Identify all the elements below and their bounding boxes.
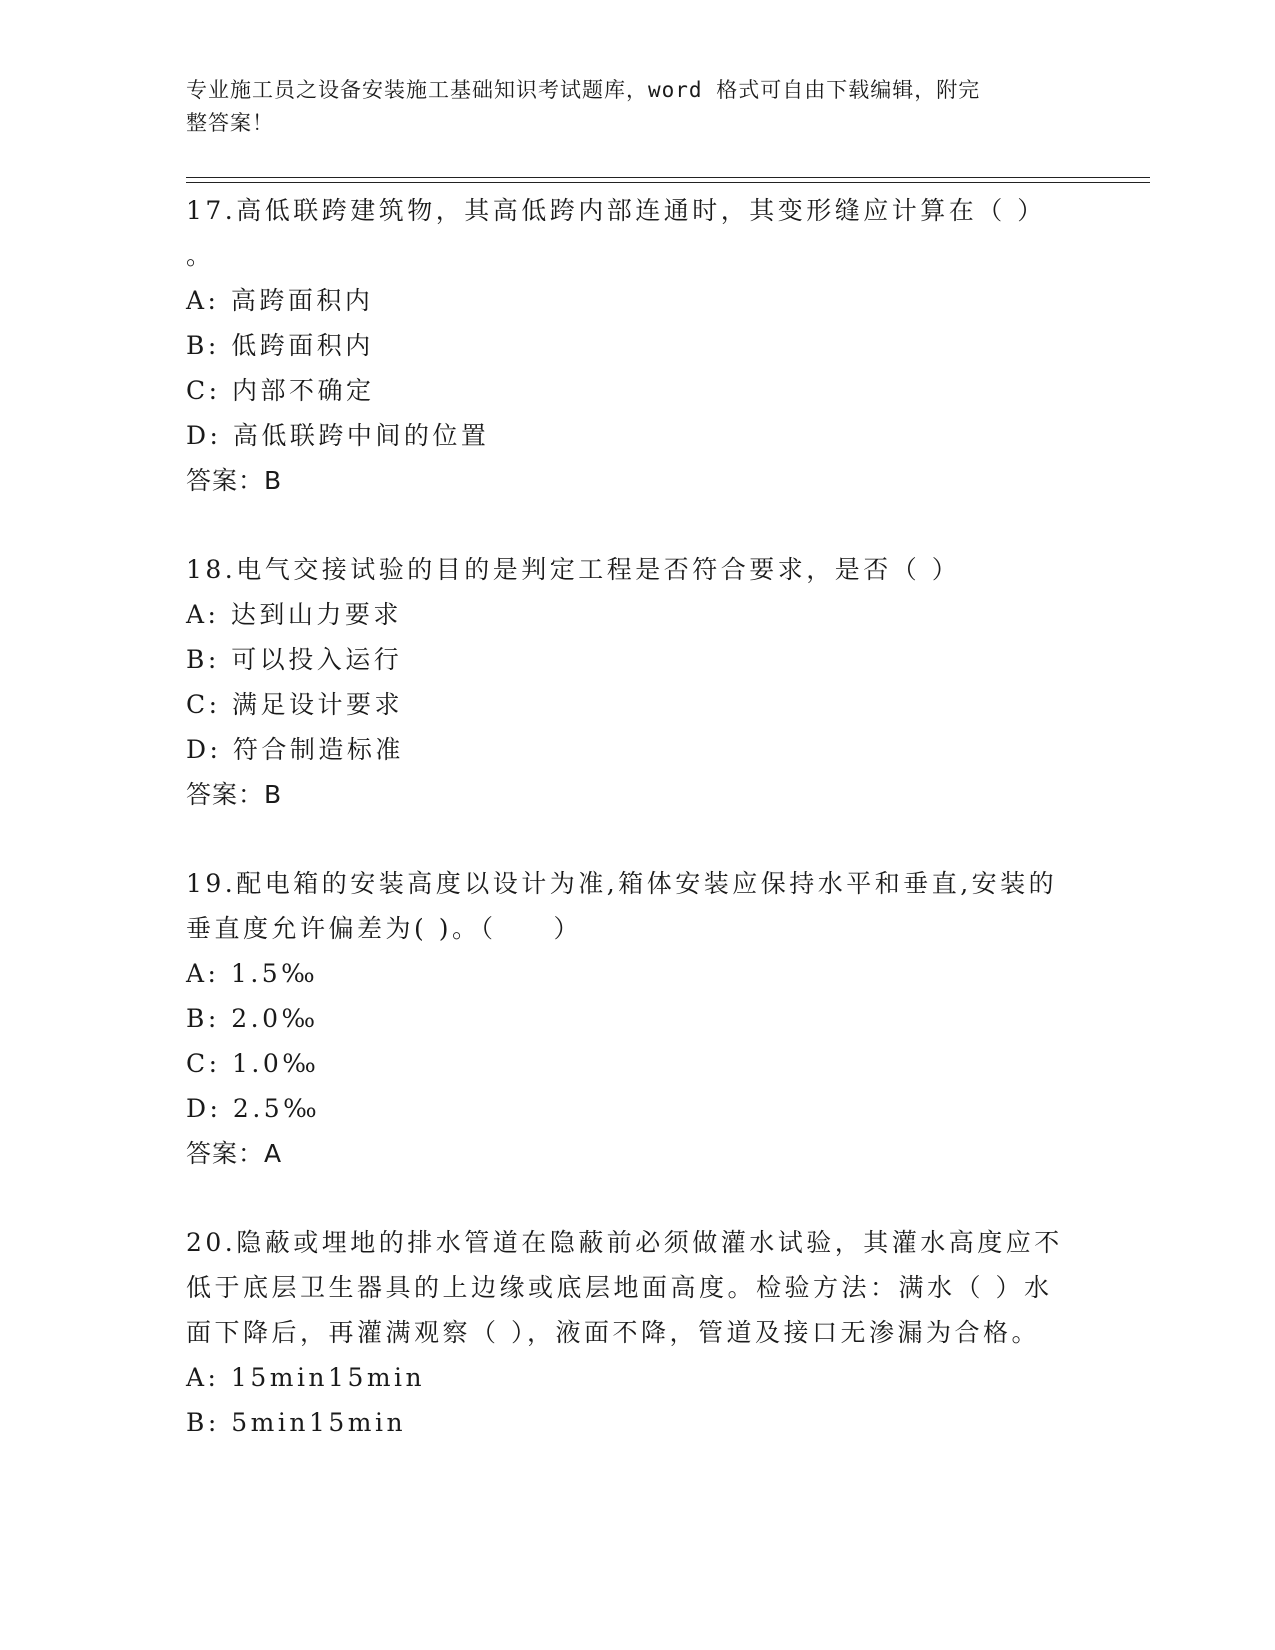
question-20 [186, 1220, 1066, 1445]
document-header [186, 74, 1066, 140]
option-b: B: 低跨面积内 [186, 331, 374, 360]
answer: 答案：B [186, 466, 283, 495]
question-list [186, 188, 1066, 1445]
option-c: C: 内部不确定 [186, 376, 375, 405]
header-divider-bottom [186, 182, 1150, 183]
option-a: A: 高跨面积内 [186, 286, 374, 315]
question-stem: 19.配电箱的安装高度以设计为准,箱体安装应保持水平和垂直,安装的 [186, 869, 1058, 898]
option-b: B: 2.0‰ [186, 1004, 319, 1033]
question-stem-continuation: 低于底层卫生器具的上边缘或底层地面高度。检验方法：满水（ ）水 [186, 1273, 1053, 1302]
option-a: A: 达到山力要求 [186, 600, 402, 629]
option-c: C: 1.0‰ [186, 1049, 320, 1078]
option-d: D: 符合制造标准 [186, 735, 404, 764]
option-b: B: 5min15min [186, 1408, 407, 1437]
question-stem-continuation: 垂直度允许偏差为( )。（ ） [186, 914, 582, 943]
spacer [186, 817, 1066, 861]
question-stem-continuation: 。 [186, 241, 215, 270]
question-stem: 20.隐蔽或埋地的排水管道在隐蔽前必须做灌水试验，其灌水高度应不 [186, 1228, 1063, 1257]
spacer [186, 503, 1066, 547]
option-b: B: 可以投入运行 [186, 645, 403, 674]
question-stem: 18.电气交接试验的目的是判定工程是否符合要求，是否（ ） [186, 555, 961, 584]
option-d: D: 2.5‰ [186, 1094, 321, 1123]
question-18 [186, 547, 1066, 817]
spacer [186, 1176, 1066, 1220]
option-a: A: 1.5‰ [186, 959, 319, 988]
option-a: A: 15min15min [186, 1363, 426, 1392]
header-line-1: 专业施工员之设备安装施工基础知识考试题库，word 格式可自由下载编辑，附完 [186, 78, 981, 102]
question-17 [186, 188, 1066, 503]
answer: 答案：B [186, 780, 283, 809]
header-line-2: 整答案！ [186, 111, 274, 135]
header-divider-top [186, 177, 1150, 178]
question-stem: 17.高低联跨建筑物，其高低跨内部连通时，其变形缝应计算在（ ） [186, 196, 1046, 225]
question-stem-continuation-2: 面下降后，再灌满观察（ ），液面不降，管道及接口无渗漏为合格。 [186, 1318, 1040, 1347]
question-19 [186, 861, 1066, 1176]
answer: 答案：A [186, 1139, 283, 1168]
option-c: C: 满足设计要求 [186, 690, 403, 719]
option-d: D: 高低联跨中间的位置 [186, 421, 490, 450]
